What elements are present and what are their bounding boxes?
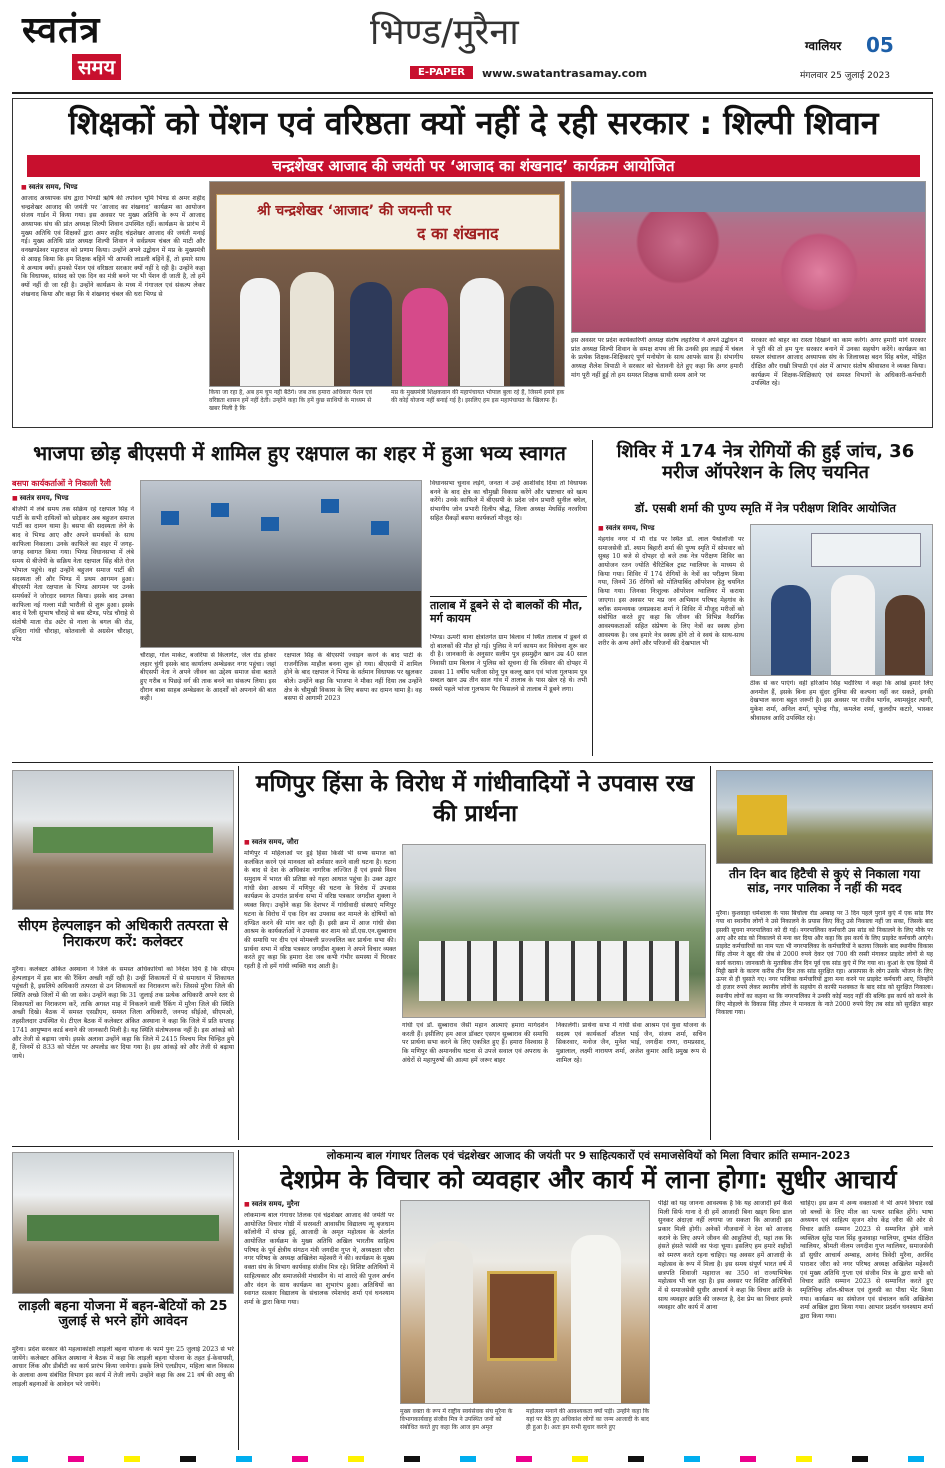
lead-photo-crowd [571,181,926,333]
lead-subheadline: चन्द्रशेखर आजाद की जयंती पर ‘आजाद का शंखनाद’ कार्यक्रम आयोजित [27,155,920,177]
lead-headline: शिक्षकों को पेंशन एवं वरिष्ठता क्यों नहीं दे रही सरकार : शिल्पी शिवान [68,104,879,142]
column-divider [238,766,239,1140]
issue-date: मंगलवार 25 जुलाई 2023 [800,71,891,81]
prayer-meeting-photo [402,844,706,1018]
person-figure [510,286,554,387]
manipur-col1-text: मणिपुर में महिलाओं पर हुई हिंसा किसी भी सभ्य समाज को कलंकित करने एवं मानवता को शर्मसार करने वाली घटना है। घटना के बाद से देश के अधिकांश नागरिक लज्जित हैं एवं इससे विश्व समुदाय में भारत की प्रतिष्ठा को गहरा आघात पहुंचा है। उक्त उद्गार गांधी सेवा आश्रम में मणिपुर की घटना के विरोध में उपवास कार्यक्रम के उपरांत प्रार्थना सभा में वरिष्ठ पत्रकार जगदीश शुक्ला ने व्यक्त किए। उन्होंने कहा कि देशभर में गांधीवादी संस्थाएं मणिपुर घटना के विरोध में एक दिन का उपवास कर मामले के दोषियों को दण्डित करने की मांग कर रही हैं। इसी क्रम में आज गांधी सेवा आश्रम के कार्यकर्ताओं ने उपवास कर शाम को डॉ.एस.एन.सुब्बाराव की समाधि पर दीप एवं मोमबत्ती प्रज्ज्वलित कर प्रार्थना सभा की। प्रार्थना सभा में वरिष्ठ पत्रकार जगदीश शुक्ला ने अपने विचार व्यक्त करते हुए कहा कि हमारा देश जब कभी गंभीर समस्या में घिरकर रहती है तो हमें गांधी व्यक्ति याद आती है। [244,850,396,970]
award-banner: लोकमान्य बाल गंगाधर तिलक एवं चंद्रशेखर आजाद की जयंती पर 9 साहित्यकारों एवं समाजसेवियों को मिला विचार क्रांति सम्मान-2023 [326,1150,851,1162]
person-figure [425,1241,473,1404]
bsp-byline: ■ स्वतंत्र समय, भिण्ड [12,494,134,503]
person-figure [350,282,392,387]
eye-byline: ■ स्वतंत्र समय, भिण्ड [598,524,744,533]
lead-story [12,98,933,428]
cm-headline: सीएम हेल्पलाइन को अधिकारी तत्परता से निराकरण करें: कलेक्टर [18,918,228,951]
cm-helpline-story [12,766,234,1144]
bull-headline: तीन दिन बाद हिटैची से कुएं से निकाला गया सांड, नगर पालिका ने नहीं की मदद [729,867,920,895]
meeting-photo-2 [12,1152,234,1294]
award-byline: ■ स्वतंत्र समय, मुरैना [244,1200,394,1209]
drown-text: भिण्ड। ऊमरी थाना क्षेत्रांतर्गत ग्राम बिलाव में स्थित तालाब में डूबने से दो बालकों की मौत हो गई। पुलिस ने मर्ग कायम कर विवेचना शुरू कर दी है। जानकारी के अनुसार सलीम पुत्र हसमुद्दीन खान उम्र 40 साल निवासी ग्राम बिलाव ने पुलिस को सूचना दी कि रविवार की दोपहर में उसका 11 वर्षीय भतीजा सोनू पुत्र कल्लू खान एवं भांजा गुलफाम पुत्र सब्दल खान उम्र तीन साल गांव में तालाब के पास खेल रहे थे। तभी सबसे पहले भांजा गुलफाम पैर फिसलने से तालाब में डूबने लगा। [430,634,587,694]
people-row [419,941,689,1001]
lead-col1-text: आजाद अध्यापक संघ द्वारा भिण्डी ऋषि की तपोवन भूमि भिण्ड से अमर शहीद चन्द्रशेखर आजाद की जयंती पर ‘आजाद का शंखनाद’ कार्यक्रम का आयोजन संजय गार्डन में किया गया। इस अवसर पर मुख्य अतिथि के रूप में आजाद अध्यापक संघ की प्रांत अध्यक्ष शिल्पी शिवान उपस्थित रहीं। कार्यक्रम के प्रारंभ में मुख्य अतिथि एवं शिक्षकों द्वारा अमर शहीद चंद्रशेखर आजाद की जयंती मनाई गई। मुख्य अतिथि प्रांत अध्यक्ष शिल्पी शिवान ने सर्वप्रथम चंबल की माटी और वनखण्डेश्वर महाराज को प्रणाम किया। उन्होंने अपने उद्बोधन में मप्र के मुख्यमंत्री से आग्रह किया कि हम शिक्षक बहिनें भी आपकी लाडली बहिनें हैं, तो हमारे साथ ये अन्याय क्यों। हमको पेंशन एवं वरिष्ठता सरकार क्यों नहीं दे रही है। उन्होंने कहा कि विधायक, सांसद को एक दिन का मंत्री बनने पर भी पेंशन दी जाती है, तो हमें क्यों नहीं दी जा रही है। उन्होंने कार्यक्रम के मध्य में गंगाजल एवं संकल्प लेकर शंखनाद किया और कहा कि ये शंखनाद चंबल की धरा भिण्ड से [21,195,205,298]
manipur-byline: ■ स्वतंत्र समय, जौरा [244,838,396,847]
person-figure [571,1235,621,1404]
bsp-col4-text: विधानसभा चुनाव लड़ेंगे, जनता ने उन्हें आशीर्वाद दिया तो विधायक बनने के बाद क्षेत्र का चौमुखी विकास करेंगे और भ्रष्टाचार को खत्म करेंगे। उनके काफिले में बीएसपी के प्रदेश जोन प्रभारी सुनील बघेल, संभागीय जोन प्रभारी दिलीप बौद्ध, जिला अध्यक्ष मेघसिंह नरवरिया सहित सैकड़ों बसपा कार्यकर्ता मौजूद रहे। [430,480,587,522]
person-figure [831,575,875,676]
page-number: 05 [866,33,894,57]
bsp-col-1 [12,494,134,760]
logo [22,8,162,82]
person-figure [290,272,334,387]
bsp-story [12,436,587,758]
column-divider [238,1150,239,1450]
flag-icon [161,511,179,525]
lead-byline: ■ स्वतंत्र समय, भिण्ड [21,183,205,192]
drown-headline: तालाब में डूबने से दो बालकों की मौत, मर्ग कायम [430,599,583,625]
excavator-shape [737,795,787,835]
flag-icon [211,503,229,517]
cm-text: मुरैना। कलेक्टर अंकित अस्थाना ने जिले के समस्त अधिकारियों को निर्देश दिये हैं कि सीएम हेल्पलाइन में इस बार की रैंकिंग अच्छी नहीं रही है। उन्हीं शिकायतों में से समाधान में शिकायत पहुंचती है, इसलिये अधिकारी तत्परता से उन शिकायतों का निराकरण करें। जिससे मुरैना जिले की स्थिति अच्छे जिलों में की जा सके। उन्होंने कहा कि 31 जुलाई तक प्रत्येक अधिकारी अपने स्तर से शिकायतों का निराकरण करें, ताकि अगस्त माह में निकलने वाली रैंकिंग में मुरैना जिले की स्थिति अच्छी दिखे। बैठक में समस्त एसडीएम, समस्त जिला अधिकारी, जनपद सीईओ, सीएमओ, तहसीलदार उपस्थित थे। टीएल बैठक में कलेक्टर अंकित अस्थाना ने कहा कि जिले में प्रति सप्ताह 1741 आयुष्मान कार्ड बनाने की जानकारी मिली है। यह स्थिति संतोषजनक नहीं है। इस आंकड़े को और तेजी से बढ़ाया जाये। इसके अलावा उन्होंने कहा कि जिले में 2415 निश्चय मित्र चिन्हित हुये हैं, जिनमें से 833 को पोर्टल पर अपलोड कर दिया गया है। इस आंकड़े को और तेजी से बढ़ाया जाये। [12,966,234,1060]
flag-icon [321,499,339,513]
website[interactable]: www.swatantrasamay.com [482,67,648,80]
person-figure [402,288,448,387]
masthead [0,0,945,92]
bsp-kicker: बसपा कार्यकर्ताओं ने निकाली रैली [12,479,111,488]
banner-text-line2: द का शंखनाद [417,224,499,243]
manipur-headline: मणिपुर हिंसा के विरोध में गांधीवादियों ने उपवास रख की प्रार्थना [255,771,695,827]
ladli-text: मुरैना। प्रदेश सरकार की महत्वाकांक्षी लाड़ली बहना योजना के फार्म पुनः 25 जुलाई 2023 से भरे जायेंगे। कलेक्टर अंकित अस्थाना ने बैठक में कहा कि लाड़ली बहना योजना के तहत ई-केवायसी, आधार लिंक और डीबीटी का कार्य प्रारंभ किया जायेगा। इसके लिये एलडीएम, महिला बाल विकास के अलावा अन्य संबंधित विभाग इस कार्य में तेजी लायें। उन्होंने कहा कि अब 21 वर्ष की आयु की लाड़ली बहनाओं के आवेदन भरे जायेंगे। [12,1346,234,1388]
stage-banner [216,194,560,250]
logo-top-text: स्वतंत्र [22,10,101,51]
road-crowd [141,591,422,648]
bsp-rally-photo [140,480,422,648]
banner-text-line1: श्री चन्द्रशेखर ‘आजाद’ की जयन्ती पर [257,203,452,219]
award-col4-text: चाहिए। इस क्रम में अन्य वक्ताओं ने भी अपने विचार रखें जो बच्चों के लिए मील का पत्थर साबित होंगे। भाषा अध्ययन एवं साहित्य सृजन शोध केंद्र जौरा की ओर से विचार क्रांति सम्मान 2023 से सम्मानित होने वाले व्यक्तित्व सुरेंद्र पाल सिंह कुशवाहा ग्वालियर, दुष्यंत दीक्षित ग्वालियर, श्रीमती नीलम जगदीश गुप्त ग्वालियर, समाजसेवी डॉ सुधीर आचार्य अम्बाह, आनंद त्रिवेदी मुरैना, अरविंद पाराशर जौरा को नगर परिषद अध्यक्ष अखिलेश महेश्वरी एवं मुख्य अतिथि गुप्ता एवं संजीव मित्र के द्वारा सभी को विचार क्रांति सम्मान 2023 से सम्मानित करते हुए स्मृतिचिन्ह शॉल-श्रीफल एवं तुलसी का पौधा भेंट किया गया। कार्यक्रम का संयोजन एवं संचालन कवि अखिलेश शर्मा अखिल द्वारा किया गया। आभार प्रदर्शन घनश्याम शर्मा द्वारा किया गया। [800,1200,933,1320]
flag-icon [261,517,279,531]
award-caption: मुख्य वक्ता के रूप में राष्ट्रीय स्वयंसेवक संघ मुरैना के विभागकार्यवाह संजीव मित्र ने उपस्थित जनों को संबोधित करते हुए कहा कि आज हम अमृत [400,1408,513,1431]
eye-camp-photo [750,524,933,676]
bsp-col3-text: रक्षपाल सिंह के बीएसपी ज्वाइन करने के बाद पार्टी के राजनीतिक माहौल बनना शुरू हो गया। बीएसपी में शामिल होने के बाद रक्षपाल ने भिण्ड के वर्तमान विधायक पर खुलकर बोले। उन्होंने कहा कि भाजपा ने मौका नहीं दिया तब उन्होंने क्षेत्र के चौमुखी विकास के लिए बसपा का दामन थामा है। वह बसपा से आगामी 2023 [284,652,422,703]
person-figure [240,278,280,387]
flag-icon [371,521,389,535]
eye-col-1 [598,524,744,758]
divider [430,596,587,597]
logo-bottom-text: समय [72,54,121,80]
manipur-col2-text: गांधी एवं डॉ. सुब्बाराव जैसी महान आत्माएं हमारा मार्गदर्शन करती हैं। इसीलिए हम आज डॉक्टर एसएन सुब्बाराव की समाधि पर प्रार्थना सभा करने के लिए एकत्रित हुए हैं। हमारा विश्वास है कि मणिपुर की अमानवीय घटना से उपजे सवाल एवं अपराध के अंधेरों से महापुरुषों की आत्मा हमें जरूर बाहर [402,1022,548,1064]
award-caption-2: महोत्सव मनाने की आवश्यकता क्यों पड़ी। उन्होंने कहा कि यहां पर बैठे हुए अधिकांश लोगों का जन्म आजादी के बाद ही हुआ है। अतः हम सभी सुधार करने हुए [526,1408,650,1431]
award-col3-text: पीढ़ी को यह जानना आवश्यक है कि यह आजादी हमें कैसे मिली सिर्फ गाना दे दी हमें आजादी बिना खड्ग बिना ढाल सुनकर अंदाज़ा नहीं लगाया जा सकता कि आजादी इस प्रकार मिली होगी। अनेकों नौजवानों ने देश को आजाद कराने के लिए अपने जीवन की आहुतियां दी, यहां तक कि हंसते हंसते फांसी का फंदा चूमा। इसलिए हम हमारे शहीदों को स्मरण करते रहना चाहिए। यह अवसर हमें आजादी के महोत्सव के रूप में मिला है। इस समय संपूर्ण भारत वर्ष में छत्रपति शिवाजी महाराज का 350 वां राज्याभिषेक महोत्सव भी चल रहा है। इस अवसर पर विशिष्ट अतिथियों में से समाजसेवी सुधीर आचार्य ने कहा कि विचार क्रांति के साथ व्यवहार क्रांति की जरूरत है, देश प्रेम का विचार हमारे व्यवहार और कार्य में आना [658,1200,792,1312]
lead-text-b: मप्र के मुख्यमंत्री शिक्षकवान की महापंचायत भोपाल बुला रहे हैं, जिसमें हमारे हक की कोई योजना नहीं बनाई गई है। इसलिए हम इस महापंचायत के खिलाफ हैं। [391,389,565,404]
ladli-headline: लाड़ली बहना योजना में बहन-बेटियों को 25 जुलाई से भरने होंगे आवेदन [18,1299,228,1329]
person-figure [771,585,811,676]
camp-banner [811,533,921,567]
bull-story [716,766,933,1144]
bsp-col2-text: चौराहा, गोल मार्केट, बजरिया से किलागेट, जेल रोड होकर लहार चुंगी इसके बाद कार्यालय अम्बेडकर नगर पहुंचा। जहां बीएसपी नेता ने अपने जीवन का उद्देश्य समाज सेवा बताते हुए गरीब व पिछड़े वर्ग की ताक बनने का संकल्प लिया। इस दौरान बाबा साहब अम्बेडकर के आदर्शों को अपनाने की बात कही। [140,652,276,703]
rescue-photo [716,770,933,864]
print-registration-strip [12,1456,933,1462]
award-story [244,1150,933,1450]
meeting-table [27,1215,219,1241]
edition-title: भिण्ड/मुरैना [370,12,519,53]
section-rule [12,1146,933,1147]
lead-text-a: किया जा रहा है, अब हम चुप नहीं बैठेंगे। जब तक हमारा अधिकार पेंशन एवं वरिष्ठता शासन हमें नहीं देती। उन्होंने कहा कि हमें कुछ साथियों के माध्यम से खबर मिली है कि [209,389,372,412]
award-col-1 [244,1200,394,1450]
person-figure [460,278,504,387]
epaper-label: E-PAPER [410,66,473,79]
column-divider [710,766,711,1140]
lead-col3a-text: इस अवसर पर प्रदेश कार्यकारिणी अध्यक्ष संतोष लहारिया ने अपने उद्बोधन में प्रांत अध्यक्ष शिल्पी शिवान के समक्ष शपथ ली कि उनकी इस लड़ाई में चंबल के प्रत्येक शिक्षक-शिक्षिकाएं पूर्ण मनोयोग के साथ आपके साथ हैं। संभागीय अध्यक्ष शैलेश त्रिपाठी ने सरकार को चेतावनी देते हुए कहा कि अगर हमारी मांग पूरी नहीं हुई तो हम समस्त शिक्षक साथी समय आने पर [571,337,743,379]
eye-camp-story [598,436,933,758]
eye-headline: शिविर में 174 नेत्र रोगियों की हुई जांच, 36 मरीज ऑपरेशन के लिए चयनित [616,441,915,483]
manipur-col3-text: निकालेंगी। प्रार्थना सभा में गांधी सेवा आश्रम एवं युवा योजना के सदस्य एवं कार्यकर्ता शीतल भाई जैन, संजय शर्मा, सचिन सिकरवार, मनोज जैन, मुनेश भाई, जगदीश राणा, रामप्रसाद, मुन्नालाल, लक्ष्मी नारायण शर्मा, अजेश कुमार आदि प्रमुख रूप से शामिल रहे। [556,1022,706,1064]
lead-col-1 [21,183,205,423]
crowd-background [572,182,926,212]
city-label: ग्वालियर [805,39,842,53]
meeting-photo [12,770,234,910]
ladli-story [12,1150,234,1450]
award-ceremony-photo [400,1200,650,1404]
bull-text: मुरैना। कुशवाहा धर्मशाला के पास बिचोला रोड अम्बाह पर 3 दिन पहले पुराने कुएं में एक सांड गिर गया था स्थानीय लोगों ने उसे निकालने के प्रयास किए किंतु उसे निकाला नहीं जा सका, जिसके बाद इसकी सूचना नगरपालिका को दी गई। नगरपालिका कर्मचारी उस सांड को निकालने के लिए मौके पर आए और सांड को निकालने से मना कर दिया और कहा कि इस कार्य के लिए प्राइवेट कर्मचारी आएंगे। प्राइवेट कर्मचारियों का नाम पता भी नगरपालिका के कर्मचारियों ने बताया जिसके बाद स्थानीय विकास सिंह तोमर ने खुद की जेब से 2000 रुपये देकर एवं 700 की रस्सी मंगाकर प्राइवेट लोगों से यह कार्य कराया। जानकारी के मुताबिक तीन दिन पूर्व एक सांड कुएं में गिर गया था। कुआं के एक हिस्से में मिट्टी खाने के कारण करीब तीन दिन तक सांड सुरक्षित रहा। आसपास के लोग उसके भोजन के लिए ऊपर से ही घुसाते गए। नगर पालिका कर्मचारियों द्वारा मना करने पर प्राइवेट कर्मचारी आए, जिन्होंने दो हजार रुपये लेकर स्थानीय लोगों के सहयोग से काफी मशक्कत के बाद सांड को सुरक्षित निकाला। स्थानीय लोगों का कहना था कि नगरपालिका ने उनकी कोई मदद नहीं की बल्कि इस कार्य को करने के लिए मोहल्ले के विकास सिंह तोमर ने मानवता के नाते 2000 रुपये दिए तब सांड को सुरक्षित बाहर निकाला गया। [716,910,933,1017]
section-rule [12,762,933,763]
lead-photo-stage [209,181,565,387]
award-col1-text: लोकमान्य बाल गंगाधर तिलक एवं चंद्रशेखर आजाद की जयंती पर आयोजित विचार गोष्ठी में सरस्वती आवासीय विद्यालय न्यू बृजधाम कॉलोनी में संपन्न हुई, आजादी के अमृत महोत्सव के अंतर्गत आयोजित कार्यक्रम के मुख्य अतिथि अखिल भारतीय साहित्य परिषद के पूर्व क्षेत्रीय संगठन मंत्री जगदीश गुप्त थे, अध्यक्षता जौरा नगर परिषद के अध्यक्ष अखिलेश महेश्वरी ने की। कार्यक्रम के मुख्य वक्ता संघ के विभाग कार्यवाह संजीव मित्र रहे। विशिष्ट अतिथियों में साहित्यकार और समाजसेवी मंचासीन थे। मां शारदे की पूजन अर्चन और वंदन के साथ कार्यक्रम का शुभारंभ हुआ। अतिथियों का स्वागत सत्कार विद्यालय के संचालक रमेशचंद शर्मा एवं घनश्याम शर्मा के द्वारा किया गया। [244,1212,394,1306]
bsp-headline: भाजपा छोड़ बीएसपी में शामिल हुए रक्षपाल का शहर में हुआ भव्य स्वागत [33,441,566,465]
meeting-table [33,827,213,853]
award-frame [487,1271,557,1361]
eye-col2-text: ठीक से कर पाएंगे। वहीं हरिओम सिंह भदौरिया ने कहा कि आंखें हमारे लिए अनमोल हैं, इसके बिना हम सुंदर दुनिया की कल्पना नहीं कर सकते, इनकी देखभाल करना बहुत जरूरी है। इस अवसर पर राजीव भार्गव, श्यामसुंदर त्यागी, मुकेश शर्मा, अनिल शर्मा, भूपेन्द्र गौड़, कमलेश शर्मा, कुलदीप कटारे, भास्कर श्रीवास्तव आदि उपस्थित रहे। [750,680,933,722]
manipur-col-1 [244,838,396,1140]
eye-col1-text: मेहगांव नगर में मौ रोड पर स्थित डॉ. लाल पैथोलॉजी पर समाजसेवी डॉ. श्याम बिहारी शर्मा की पुण्य स्मृति में सोमवार को सुबह 10 बजे से दोपहर दो बजे तक नेत्र परीक्षण शिविर का आयोजन रतन ज्योति चैरिटेबिल ट्रस्ट ग्वालियर के माध्यम से किया गया। शिविर में 174 रोगियों के नेत्रों का परीक्षण किया गया, जिनमें 36 रोगियों को मोतियाबिंद ऑपरेशन हेतु चयनित किया गया। जिनका निःशुल्क ऑपरेशन ग्वालियर में कराया जाएगा। इस अवसर पर मप्र जन अभियान परिषद मेहगांव के ब्लॉक समन्वयक जयप्रकाश शर्मा ने शिविर में मौजूद मरीजों को संबोधित करते हुए कहा कि जीवन की विभिन्न नैसर्गिक आवश्यकताओं सहित संप्रेषण के लिए नेत्रों का स्वस्थ होना आवश्यक है। जब हमारे नेत्र स्वस्थ होंगे तो वे स्वयं के साथ-साथ शरीर के अन्य अंगों और परिजनों की देखभाल भी [598,536,744,648]
bsp-col1-text: बीजेपी में लंबे समय तक सक्रिय रहे रक्षपाल सिंह ने पार्टी के सभी दायित्वों को छोड़कर अब बहुजन समाज पार्टी का दामन थामा है। बसपा की सदस्यता लेने के बाद वे भिण्ड आए और अपने समर्थकों के साथ काफिला निकाला। उनके काफिले का शहर में जगह-जगह स्वागत किया गया। भिण्ड विधानसभा में लंबे समय से बीजेपी के सक्रिय नेता रक्षपाल सिंह बीते रोज भोपाल पहुंचे। वहां उन्होंने बहुजन समाज पार्टी की सदस्यता ली और भिण्ड में प्रथम आगमन हुआ। बीएसपी नेता रक्षपाल के भिण्ड आगमन पर उनके समर्थकों ने जोरदार स्वागत किया। इसके बाद उनका काफिला नई गल्ला मंडी भारौली से शुरू हुआ। इसके बाद ये रैली सुभाष चौराहे से बस स्टैण्ड, परेड चौराहे से संतोषी माता रोड अटेर से नाला के बगल की रोड, इन्दिरा गांधी चौराहा, कोतवाली से अग्रसेन चौराहा, परेड [12,506,134,644]
person-figure [885,595,925,676]
eye-subhead: डॉ. एसबी शर्मा की पुण्य स्मृति में नेत्र परीक्षण शिविर आयोजित [635,501,896,515]
award-headline: देशप्रेम के विचार को व्यवहार और कार्य में लाना होगा: सुधीर आचार्य [280,1165,897,1194]
masthead-rule [12,92,933,94]
column-divider [592,440,593,756]
manipur-story [244,766,706,1144]
lead-col3b-text: सरकार को बाहर का रास्ता दिखाने का काम करेंगे। अगर हमारी मांगें सरकार ने पूरी की तो हम पुनः सरकार बनाने में उनका सहयोग करेंगे। कार्यक्रम का सफल संचालन आजाद अध्यापक संघ के जिलाध्यक्ष बदन सिंह बघेल, मोहित दीक्षित और राखी त्रिपाठी एवं अंत में आभार संतोष श्रीवास्तव ने व्यक्त किया। कार्यक्रम में शिक्षक-शिक्षिकाएं एवं समस्त विभागों के अधिकारी-कर्मचारी उपस्थित रहे। [751,337,926,388]
